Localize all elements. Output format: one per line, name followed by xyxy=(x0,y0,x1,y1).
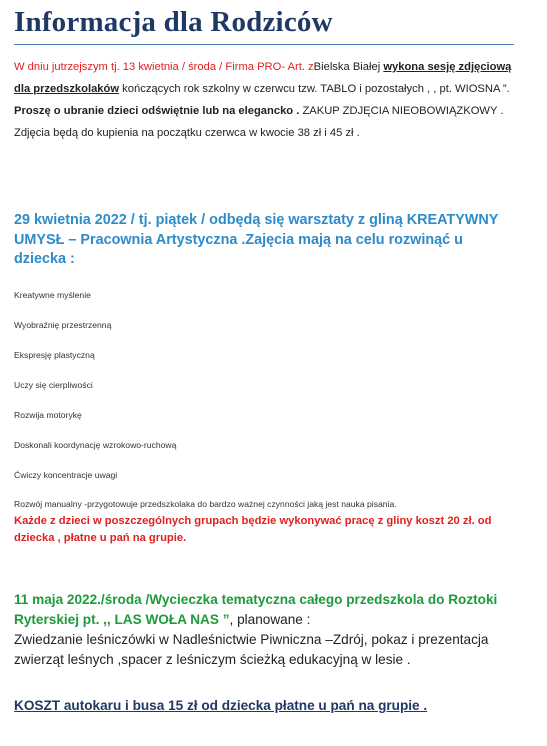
title-divider xyxy=(14,44,514,45)
workshop-skill-item: Ćwiczy koncentracje uwagi xyxy=(14,470,118,480)
workshop-skill-item: Rozwija motorykę xyxy=(14,410,82,420)
trip-description: Zwiedzanie leśniczówki w Nadleśnictwie Piwniczna –Zdrój, pokaz i prezentacja zwierząt leśnych ,spacer z leśniczym ścieżką edukacyjną w lesie . xyxy=(14,632,489,667)
workshop-skill-item: Kreatywne myślenie xyxy=(14,290,91,300)
trip-cost: KOSZT autokaru i busa 15 zł od dziecka płatne u pań na grupie . xyxy=(14,698,428,713)
trip-heading-text: 11 maja 2022./środa /Wycieczka tematyczna całego przedszkola do Roztoki Ryterskiej pt. ,, LAS WOŁA NAS ” xyxy=(14,592,498,627)
workshop-skill-item: Uczy się cierpliwości xyxy=(14,380,93,390)
page-title: Informacja dla Rodziców xyxy=(14,6,333,38)
notice-tablo: kończących rok szkolny w czerwcu tzw. TABLO i pozostałych , , pt. WIOSNA ”. xyxy=(119,83,510,95)
notice-city: Bielska Białej xyxy=(313,61,384,73)
photo-session-notice xyxy=(14,56,514,144)
trip-heading-tail: , planowane : xyxy=(229,612,311,627)
workshop-skill-item: Rozwój manualny -przygotowuje przedszkolaka do bardzo ważnej czynności jaką jest nauka pisania. xyxy=(14,499,397,509)
workshop-skill-item: Ekspresję plastyczną xyxy=(14,350,95,360)
notice-dress-code: Proszę o ubranie dzieci odświętnie lub na elegancko . xyxy=(14,105,303,117)
trip-heading xyxy=(14,590,524,630)
workshop-skill-item: Wyobraźnię przestrzenną xyxy=(14,320,112,330)
notice-photo-session: wykona sesję zdjęciową dla przedszkolaków xyxy=(14,61,512,95)
workshop-heading: 29 kwietnia 2022 / tj. piątek / odbędą się warsztaty z gliną KREATYWNY UMYSŁ – Pracownia Artystyczna .Zajęcia mają na celu rozwinąć u dziecka : xyxy=(14,212,499,267)
workshop-skill-item: Doskonali koordynację wzrokowo-ruchową xyxy=(14,440,177,450)
notice-purchase: ZAKUP ZDJĘCIA NIEOBOWIĄZKOWY . Zdjęcia będą do kupienia na początku czerwca w kwocie 38 zł i 45 zł . xyxy=(14,105,504,139)
notice-intro: W dniu jutrzejszym tj. 13 kwietnia / środa / Firma PRO- Art. z xyxy=(14,61,314,73)
workshop-cost: Każde z dzieci w poszczególnych grupach będzie wykonywać pracę z gliny koszt 20 zł. od dziecka , płatne u pań na grupie. xyxy=(14,515,492,544)
